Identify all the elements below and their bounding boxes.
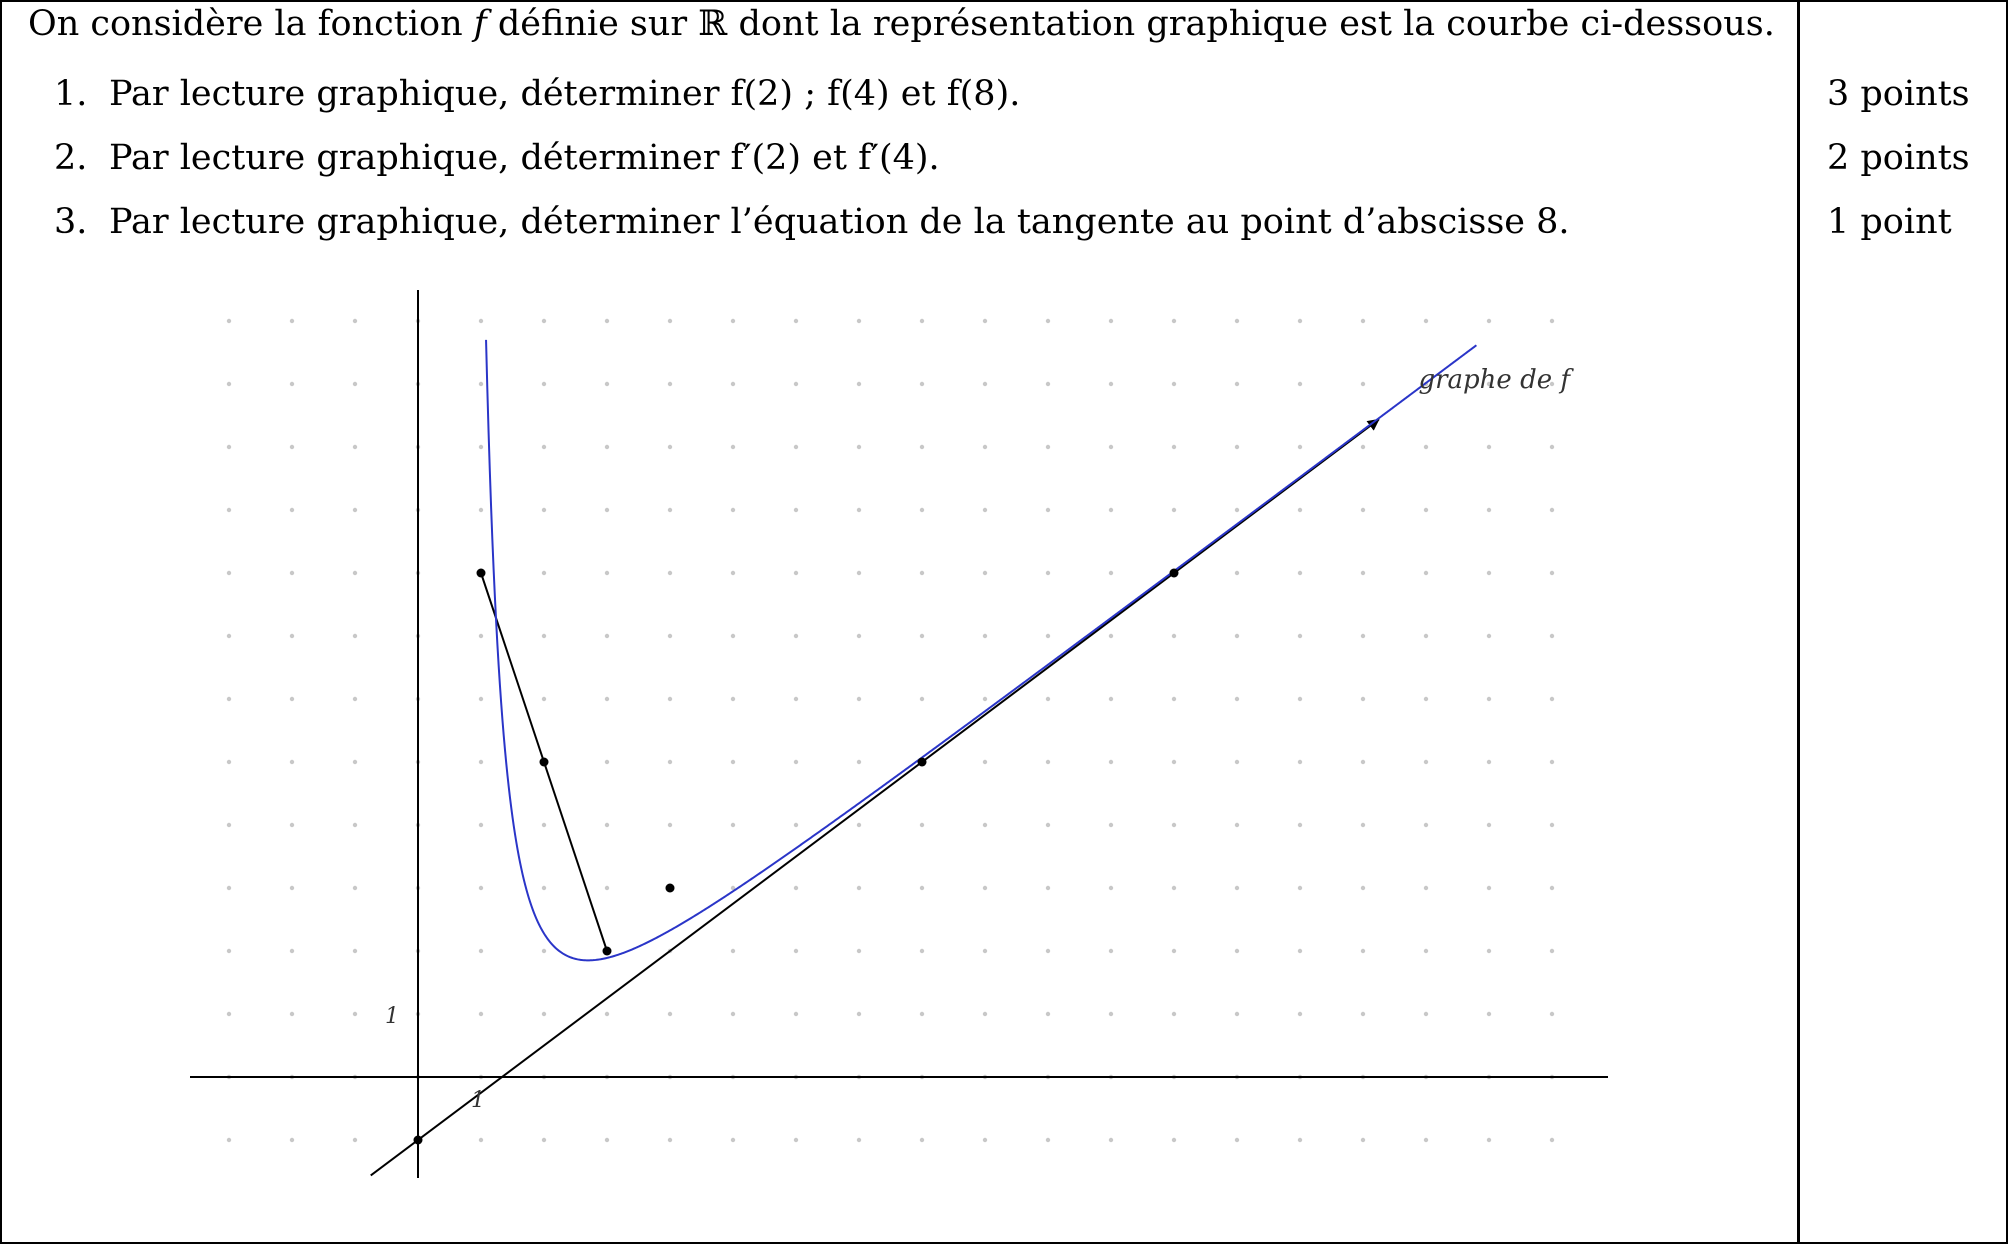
grid-dot: [1424, 571, 1428, 575]
grid-dot: [1487, 823, 1491, 827]
grid-dot: [1109, 319, 1113, 323]
grid-dot: [794, 949, 798, 953]
grid-dot: [227, 508, 231, 512]
grid-dot: [1550, 508, 1554, 512]
grid-dot: [731, 1138, 735, 1142]
grid-dot: [1487, 886, 1491, 890]
grid-dot: [1172, 319, 1176, 323]
grid-dot: [479, 634, 483, 638]
grid-dot: [668, 382, 672, 386]
grid-dot: [983, 760, 987, 764]
grid-dot: [1172, 886, 1176, 890]
grid-dot: [1361, 319, 1365, 323]
grid-dot: [479, 823, 483, 827]
curve-label: graphe de f: [1418, 365, 1570, 395]
grid-dot: [1172, 508, 1176, 512]
grid-dot: [1298, 508, 1302, 512]
grid-dot: [794, 1138, 798, 1142]
grid-dot: [983, 634, 987, 638]
grid-dot: [794, 823, 798, 827]
marked-point: [414, 1136, 423, 1145]
grid-dot: [794, 445, 798, 449]
grid-dot: [1109, 508, 1113, 512]
grid-dot: [794, 382, 798, 386]
grid-dot: [1487, 508, 1491, 512]
grid-dot: [353, 886, 357, 890]
grid-dot: [542, 445, 546, 449]
grid-dot: [1424, 1138, 1428, 1142]
grid-dot: [1361, 823, 1365, 827]
grid-dot: [1361, 508, 1365, 512]
grid-dot: [1046, 760, 1050, 764]
grid-dot: [227, 634, 231, 638]
grid-dot: [1487, 760, 1491, 764]
grid-dot: [1424, 823, 1428, 827]
grid-dot: [1235, 445, 1239, 449]
grid-dot: [290, 508, 294, 512]
exercise-intro: On considère la fonction f définie sur ℝ dont la représentation graphique est la courbe ci-dessous.: [28, 4, 1775, 44]
grid-dot: [1487, 1138, 1491, 1142]
grid-dot: [983, 508, 987, 512]
grid-dot: [605, 445, 609, 449]
question-text: Par lecture graphique, déterminer f(2) ; f(4) et f(8).: [109, 74, 1021, 114]
grid-dot: [605, 823, 609, 827]
grid-dot: [1424, 445, 1428, 449]
question-number: 1.: [54, 74, 88, 114]
grid-dot: [857, 760, 861, 764]
grid-dot: [983, 319, 987, 323]
grid-dot: [1109, 886, 1113, 890]
grid-dot: [1487, 1012, 1491, 1016]
grid-dot: [794, 1012, 798, 1016]
tangent-line-at-8: [371, 419, 1379, 1175]
grid-dot: [1361, 571, 1365, 575]
grid-dot: [1424, 634, 1428, 638]
grid-dot: [1550, 1012, 1554, 1016]
grid-dot: [920, 634, 924, 638]
tangent-lines: [371, 419, 1379, 1175]
grid-dot: [1550, 949, 1554, 953]
grid-dot: [1361, 1138, 1365, 1142]
grid-dot: [227, 823, 231, 827]
grid-dot: [1487, 319, 1491, 323]
grid-dot: [542, 697, 546, 701]
grid-dot: [1424, 1012, 1428, 1016]
grid-dot: [920, 445, 924, 449]
grid-dot: [1550, 760, 1554, 764]
question-text: Par lecture graphique, déterminer f′(2) et f′(4).: [109, 138, 940, 178]
grid-dot: [1361, 382, 1365, 386]
grid-dot: [731, 949, 735, 953]
grid-dot: [1361, 697, 1365, 701]
grid-dot: [353, 697, 357, 701]
grid-dot: [983, 382, 987, 386]
grid-dot: [1235, 382, 1239, 386]
marked-point: [540, 758, 549, 767]
grid-dot: [1046, 382, 1050, 386]
grid-dot: [1235, 949, 1239, 953]
grid-dot: [983, 949, 987, 953]
grid-dot: [668, 1138, 672, 1142]
grid-dot: [1424, 886, 1428, 890]
grid-dot: [1550, 823, 1554, 827]
grid-dot: [1424, 697, 1428, 701]
grid-dot: [1298, 445, 1302, 449]
x-unit-label: 1: [471, 1088, 485, 1113]
grid-dot: [857, 319, 861, 323]
grid-dot: [1487, 571, 1491, 575]
grid-dot: [605, 319, 609, 323]
grid-dot: [1550, 634, 1554, 638]
grid-dot: [983, 886, 987, 890]
grid-dot: [731, 382, 735, 386]
grid-dot: [794, 319, 798, 323]
grid-dot: [794, 571, 798, 575]
grid-dot: [1298, 1012, 1302, 1016]
grid-dot: [1109, 1012, 1113, 1016]
grid-dot: [542, 508, 546, 512]
grid-dot: [668, 571, 672, 575]
marked-point: [918, 758, 927, 767]
grid-dot: [353, 571, 357, 575]
grid-dot: [1046, 949, 1050, 953]
grid-dot: [1109, 1138, 1113, 1142]
grid-dot: [1298, 634, 1302, 638]
grid-dot: [668, 1012, 672, 1016]
grid-dot: [1235, 760, 1239, 764]
grid-dot: [920, 571, 924, 575]
grid-dot: [1361, 886, 1365, 890]
grid-dot: [1235, 886, 1239, 890]
grid-dot: [1046, 508, 1050, 512]
grid-dot: [353, 1012, 357, 1016]
grid-dot: [1361, 760, 1365, 764]
grid-dot: [1235, 697, 1239, 701]
grid-dot: [542, 1138, 546, 1142]
grid-dot: [731, 445, 735, 449]
grid-dot: [353, 634, 357, 638]
grid-dot: [731, 571, 735, 575]
grid-dot: [353, 949, 357, 953]
grid-dot: [920, 1138, 924, 1142]
grid-dot: [290, 634, 294, 638]
grid-dot: [227, 760, 231, 764]
grid-dot: [479, 382, 483, 386]
grid-dot: [983, 571, 987, 575]
question-number: 2.: [54, 138, 88, 178]
grid-dot: [227, 886, 231, 890]
grid-dot: [1424, 949, 1428, 953]
grid-dot: [1235, 823, 1239, 827]
grid-dot: [353, 760, 357, 764]
grid-dot: [1487, 697, 1491, 701]
grid-dot: [731, 319, 735, 323]
grid-dot: [1235, 1138, 1239, 1142]
grid-dot: [1046, 1138, 1050, 1142]
grid-dot: [1172, 760, 1176, 764]
grid-dot: [731, 823, 735, 827]
grid-dot: [1550, 886, 1554, 890]
grid-dot: [605, 760, 609, 764]
grid-dot: [1550, 445, 1554, 449]
grid-dot: [857, 634, 861, 638]
grid-dot: [1550, 319, 1554, 323]
grid-dot: [1046, 823, 1050, 827]
grid-dot: [290, 760, 294, 764]
grid-dot: [1298, 319, 1302, 323]
grid-dot: [227, 949, 231, 953]
grid-dot: [983, 1012, 987, 1016]
grid-dot: [542, 571, 546, 575]
marked-point: [477, 569, 486, 578]
grid-dot: [290, 382, 294, 386]
question-number: 3.: [54, 202, 88, 242]
grid-dot: [1424, 319, 1428, 323]
grid-dot: [1298, 1138, 1302, 1142]
grid-dot: [479, 508, 483, 512]
grid-dot: [353, 1138, 357, 1142]
grid-dot: [605, 634, 609, 638]
grid-dot: [1172, 445, 1176, 449]
grid-dot: [290, 319, 294, 323]
grid-dot: [731, 634, 735, 638]
grid-dot: [1298, 886, 1302, 890]
grid-dots: [227, 319, 1554, 1142]
grid-dot: [1046, 634, 1050, 638]
axes: [190, 290, 1608, 1178]
grid-dot: [479, 1012, 483, 1016]
grid-dot: [920, 382, 924, 386]
grid-dot: [731, 760, 735, 764]
grid-dot: [857, 949, 861, 953]
grid-dot: [542, 319, 546, 323]
grid-dot: [542, 634, 546, 638]
grid-dot: [1172, 634, 1176, 638]
grid-dot: [983, 823, 987, 827]
grid-dot: [353, 823, 357, 827]
grid-dot: [290, 697, 294, 701]
grid-dot: [983, 445, 987, 449]
grid-dot: [920, 823, 924, 827]
grid-dot: [1109, 445, 1113, 449]
grid-dot: [668, 760, 672, 764]
grid-dot: [1109, 634, 1113, 638]
grid-dot: [227, 697, 231, 701]
grid-dot: [1046, 886, 1050, 890]
grid-dot: [290, 1012, 294, 1016]
grid-dot: [605, 382, 609, 386]
grid-dot: [1172, 949, 1176, 953]
grid-dot: [605, 508, 609, 512]
grid-dot: [1109, 760, 1113, 764]
grid-dot: [1235, 634, 1239, 638]
grid-dot: [920, 697, 924, 701]
grid-dot: [794, 697, 798, 701]
grid-dot: [1109, 949, 1113, 953]
grid-dot: [605, 1138, 609, 1142]
grid-dot: [668, 445, 672, 449]
grid-dot: [731, 1012, 735, 1016]
grid-dot: [290, 571, 294, 575]
grid-dot: [353, 382, 357, 386]
grid-dot: [857, 823, 861, 827]
grid-dot: [542, 1012, 546, 1016]
grid-dot: [605, 886, 609, 890]
grid-dot: [1046, 571, 1050, 575]
grid-dot: [1361, 1012, 1365, 1016]
grid-dot: [983, 1138, 987, 1142]
grid-dot: [668, 634, 672, 638]
function-curve: [486, 340, 1476, 961]
grid-dot: [1046, 319, 1050, 323]
grid-dot: [920, 508, 924, 512]
grid-dot: [479, 1138, 483, 1142]
grid-dot: [227, 382, 231, 386]
grid-dot: [668, 697, 672, 701]
points-question-1: 3 points: [1827, 74, 1970, 114]
grid-dot: [1424, 760, 1428, 764]
grid-dot: [1172, 382, 1176, 386]
grid-dot: [290, 823, 294, 827]
grid-dot: [1172, 1012, 1176, 1016]
grid-dot: [1046, 697, 1050, 701]
grid-dot: [605, 697, 609, 701]
grid-dot: [1109, 697, 1113, 701]
grid-dot: [794, 634, 798, 638]
grid-dot: [542, 949, 546, 953]
question-text: Par lecture graphique, déterminer l’équation de la tangente au point d’abscisse 8.: [109, 202, 1570, 242]
grid-dot: [1235, 508, 1239, 512]
grid-dot: [227, 571, 231, 575]
grid-dot: [857, 1012, 861, 1016]
grid-dot: [794, 508, 798, 512]
grid-dot: [1109, 571, 1113, 575]
grid-dot: [857, 571, 861, 575]
grid-dot: [983, 697, 987, 701]
points-question-3: 1 point: [1827, 202, 1952, 242]
grid-dot: [1046, 1012, 1050, 1016]
grid-dot: [1298, 571, 1302, 575]
marked-point: [603, 947, 612, 956]
grid-dot: [479, 445, 483, 449]
grid-dot: [1298, 823, 1302, 827]
grid-dot: [1298, 760, 1302, 764]
grid-dot: [1298, 697, 1302, 701]
grid-dot: [668, 823, 672, 827]
grid-dot: [1550, 697, 1554, 701]
grid-dot: [731, 508, 735, 512]
grid-dot: [794, 886, 798, 890]
y-unit-label: 1: [385, 1004, 399, 1029]
grid-dot: [353, 508, 357, 512]
grid-dot: [1298, 382, 1302, 386]
grid-dot: [1235, 1012, 1239, 1016]
grid-dot: [290, 949, 294, 953]
grid-dot: [1172, 1138, 1176, 1142]
grid-dot: [1109, 823, 1113, 827]
grid-dot: [290, 886, 294, 890]
grid-dot: [857, 382, 861, 386]
grid-dot: [542, 823, 546, 827]
grid-dot: [857, 886, 861, 890]
grid-dot: [1046, 445, 1050, 449]
marked-point: [666, 884, 675, 893]
grid-dot: [1298, 949, 1302, 953]
grid-dot: [857, 697, 861, 701]
marked-point: [1170, 569, 1179, 578]
points-question-2: 2 points: [1827, 138, 1970, 178]
grid-dot: [353, 319, 357, 323]
grid-dot: [920, 949, 924, 953]
grid-dot: [1361, 949, 1365, 953]
grid-dot: [920, 319, 924, 323]
grid-dot: [1109, 382, 1113, 386]
grid-dot: [731, 697, 735, 701]
grid-dot: [1487, 634, 1491, 638]
grid-dot: [227, 319, 231, 323]
grid-dot: [920, 1012, 924, 1016]
grid-dot: [1172, 697, 1176, 701]
grid-dot: [227, 1138, 231, 1142]
grid-dot: [290, 1138, 294, 1142]
grid-dot: [1172, 823, 1176, 827]
grid-dot: [794, 760, 798, 764]
grid-dot: [227, 1012, 231, 1016]
grid-dot: [1361, 445, 1365, 449]
grid-dot: [227, 445, 231, 449]
grid-dot: [479, 319, 483, 323]
grid-dot: [1550, 1138, 1554, 1142]
grid-dot: [1487, 949, 1491, 953]
grid-dot: [353, 445, 357, 449]
grid-dot: [920, 886, 924, 890]
grid-dot: [1361, 634, 1365, 638]
function-name: f: [473, 4, 487, 44]
grid-dot: [479, 697, 483, 701]
grid-dot: [479, 949, 483, 953]
grid-dot: [857, 1138, 861, 1142]
grid-dot: [1550, 571, 1554, 575]
grid-dot: [1235, 571, 1239, 575]
grid-dot: [668, 319, 672, 323]
grid-dot: [542, 886, 546, 890]
grid-dot: [542, 382, 546, 386]
grid-dot: [668, 508, 672, 512]
grid-dot: [479, 886, 483, 890]
grid-dot: [1487, 445, 1491, 449]
grid-dot: [857, 508, 861, 512]
grid-dot: [479, 760, 483, 764]
grid-dot: [605, 1012, 609, 1016]
grid-dot: [290, 445, 294, 449]
grid-dot: [1424, 508, 1428, 512]
grid-dot: [857, 445, 861, 449]
grid-dot: [1235, 319, 1239, 323]
grid-dot: [605, 571, 609, 575]
